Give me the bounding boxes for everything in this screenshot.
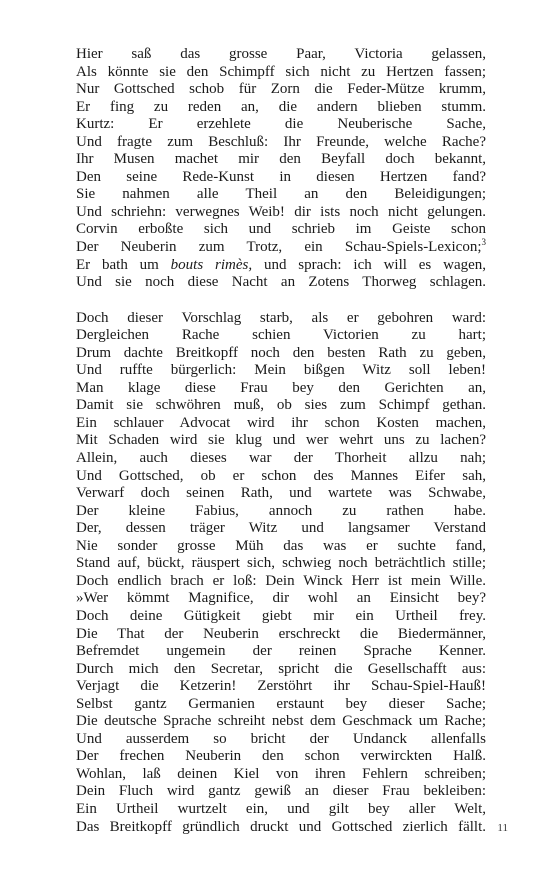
verse-text: Der, dessen träger Witz und langsamer Verstand bbox=[76, 520, 486, 537]
verse-line bbox=[76, 204, 486, 222]
verse-line bbox=[76, 64, 486, 82]
verse-line bbox=[76, 274, 486, 292]
verse-line bbox=[76, 626, 486, 644]
verse-line bbox=[76, 608, 486, 626]
verse-text: Der Neuberin zum Trotz, ein Schau-Spiels-Lexicon; bbox=[76, 239, 482, 256]
verse-text: Dergleichen Rache schien Victorien zu hart; bbox=[76, 327, 486, 344]
verse-line bbox=[76, 46, 486, 64]
verse-line bbox=[76, 450, 486, 468]
verse-text: Durch mich den Secretar, spricht die Gesellschafft aus: bbox=[76, 660, 486, 677]
verse-line bbox=[76, 380, 486, 398]
verse-text: Das Breitkopff gründlich druckt und Gottsched zierlich fällt. bbox=[76, 818, 486, 835]
verse-line bbox=[76, 327, 486, 345]
verse-text: Und schriehn: verwegnes Weib! dir ists noch nicht gelungen. bbox=[76, 203, 486, 220]
verse-text: Man klage diese Frau bey den Gerichten an, bbox=[76, 379, 486, 396]
verse-text: Den seine Rede-Kunst in diesen Hertzen fand? bbox=[76, 168, 486, 185]
verse-text: Der kleine Fabius, annoch zu rathen habe. bbox=[76, 502, 486, 519]
verse-text: Doch dieser Vorschlag starb, als er gebohren ward: bbox=[76, 309, 486, 326]
verse-text: Selbst gantz Germanien erstaunt bey dieser Sache; bbox=[76, 695, 486, 712]
verse-line bbox=[76, 239, 486, 257]
verse-line bbox=[76, 397, 486, 415]
verse-line bbox=[76, 801, 486, 819]
verse-text: Befremdet ungemein der reinen Sprache Kenner. bbox=[76, 643, 486, 660]
verse-text: Allein, auch dieses war der Thorheit allzu nah; bbox=[76, 450, 486, 467]
verse-text: Dein Fluch wird gantz gewiß an dieser Frau bekleiben: bbox=[76, 783, 486, 800]
verse-text: Und Gottsched, ob er schon des Mannes Eifer sah, bbox=[76, 467, 486, 484]
verse-line bbox=[76, 731, 486, 749]
verse-text: Und fragte zum Beschluß: Ihr Freunde, welche Rache? bbox=[76, 133, 486, 150]
verse-text: Hier saß das grosse Paar, Victoria gelassen, bbox=[76, 46, 486, 62]
verse-line bbox=[76, 151, 486, 169]
verse-text: Und sie noch diese Nacht an Zotens Thorweg schlagen. bbox=[76, 274, 486, 291]
verse-line bbox=[76, 345, 486, 363]
verse-line bbox=[76, 257, 486, 275]
verse-text: Wohlan, laß deinen Kiel von ihren Fehlern schreiben; bbox=[76, 765, 486, 782]
page-number: 11 bbox=[497, 822, 508, 834]
verse-text: Doch endlich brach er loß: Dein Winck Herr ist mein Wille. bbox=[76, 572, 486, 589]
verse-line bbox=[76, 134, 486, 152]
verse-text: Nur Gottsched schob für Zorn die Feder-Mütze krumm, bbox=[76, 81, 486, 98]
verse-line bbox=[76, 819, 486, 837]
stanza bbox=[76, 46, 516, 292]
footnote-marker: 3 bbox=[481, 237, 486, 248]
verse-text: Corvin erboßte sich und schrieb im Geiste schon bbox=[76, 221, 486, 238]
verse-line bbox=[76, 310, 486, 328]
verse-line bbox=[76, 81, 486, 99]
verse-text: Drum dachte Breitkopff noch den besten Rath zu geben, bbox=[76, 344, 486, 361]
verse-text: Verjagt die Ketzerin! Zerstöhrt ihr Schau-Spiel-Hauß! bbox=[76, 678, 486, 695]
verse-italic-text: bouts rimès, bbox=[170, 256, 253, 273]
verse-line bbox=[76, 573, 486, 591]
verse-line bbox=[76, 555, 486, 573]
stanza bbox=[76, 310, 516, 836]
verse-line bbox=[76, 696, 486, 714]
verse-text: Ein Urtheil wurtzelt ein, und gilt bey aller Welt, bbox=[76, 800, 486, 817]
verse-line bbox=[76, 520, 486, 538]
verse-line bbox=[76, 432, 486, 450]
verse-line bbox=[76, 783, 486, 801]
verse-text: Kurtz: Er erzehlete die Neuberische Sache, bbox=[76, 116, 486, 133]
verse-line bbox=[76, 748, 486, 766]
poem-text bbox=[76, 46, 516, 836]
verse-text: Und ausserdem so bricht der Undanck allenfalls bbox=[76, 730, 486, 747]
verse-text: Als könnte sie den Schimpff sich nicht zu Hertzen fassen; bbox=[76, 63, 486, 80]
verse-line bbox=[76, 661, 486, 679]
verse-line bbox=[76, 766, 486, 784]
verse-text: Er bath um bbox=[76, 256, 171, 273]
verse-text: und sprach: ich will es wagen, bbox=[252, 256, 487, 273]
verse-text: Mit Schaden wird sie klug und wer wehrt uns zu lachen? bbox=[76, 432, 486, 449]
verse-line bbox=[76, 99, 486, 117]
verse-text: Nie sonder grosse Müh das was er suchte fand, bbox=[76, 537, 486, 554]
verse-text: Und ruffte bürgerlich: Mein bißgen Witz soll leben! bbox=[76, 362, 486, 379]
verse-line bbox=[76, 221, 486, 239]
verse-line bbox=[76, 468, 486, 486]
verse-text: Sie nahmen alle Theil an den Beleidigungen; bbox=[76, 186, 486, 203]
verse-line bbox=[76, 503, 486, 521]
verse-text: Die That der Neuberin erschreckt die Biedermänner, bbox=[76, 625, 486, 642]
verse-line bbox=[76, 116, 486, 134]
verse-text: Der frechen Neuberin den schon verwirckten Halß. bbox=[76, 748, 486, 765]
verse-line bbox=[76, 590, 486, 608]
verse-line bbox=[76, 538, 486, 556]
verse-text: Damit sie schwöhren muß, ob sies zum Schimpf gethan. bbox=[76, 397, 486, 414]
verse-text: Doch deine Gütigkeit giebt mir ein Urtheil frey. bbox=[76, 607, 486, 624]
verse-text: Er fing zu reden an, die andern blieben stumm. bbox=[76, 98, 486, 115]
verse-text: Ein schlauer Advocat wird ihr schon Kosten machen, bbox=[76, 414, 486, 431]
verse-line bbox=[76, 415, 486, 433]
verse-line bbox=[76, 362, 486, 380]
verse-line bbox=[76, 678, 486, 696]
verse-line bbox=[76, 485, 486, 503]
verse-line bbox=[76, 713, 486, 731]
verse-text: Stand auf, bückt, räuspert sich, schwieg noch beträchtlich stille; bbox=[76, 555, 486, 572]
verse-text: Die deutsche Sprache schreiht nebst dem Geschmack um Rache; bbox=[76, 713, 486, 730]
verse-line bbox=[76, 169, 486, 187]
verse-text: »Wer kömmt Magnifice, dir wohl an Einsicht bey? bbox=[76, 590, 486, 607]
verse-text: Verwarf doch seinen Rath, und wartete was Schwabe, bbox=[76, 485, 486, 502]
verse-line bbox=[76, 186, 486, 204]
verse-text: Ihr Musen machet mir den Beyfall doch bekannt, bbox=[76, 151, 486, 168]
verse-line bbox=[76, 643, 486, 661]
